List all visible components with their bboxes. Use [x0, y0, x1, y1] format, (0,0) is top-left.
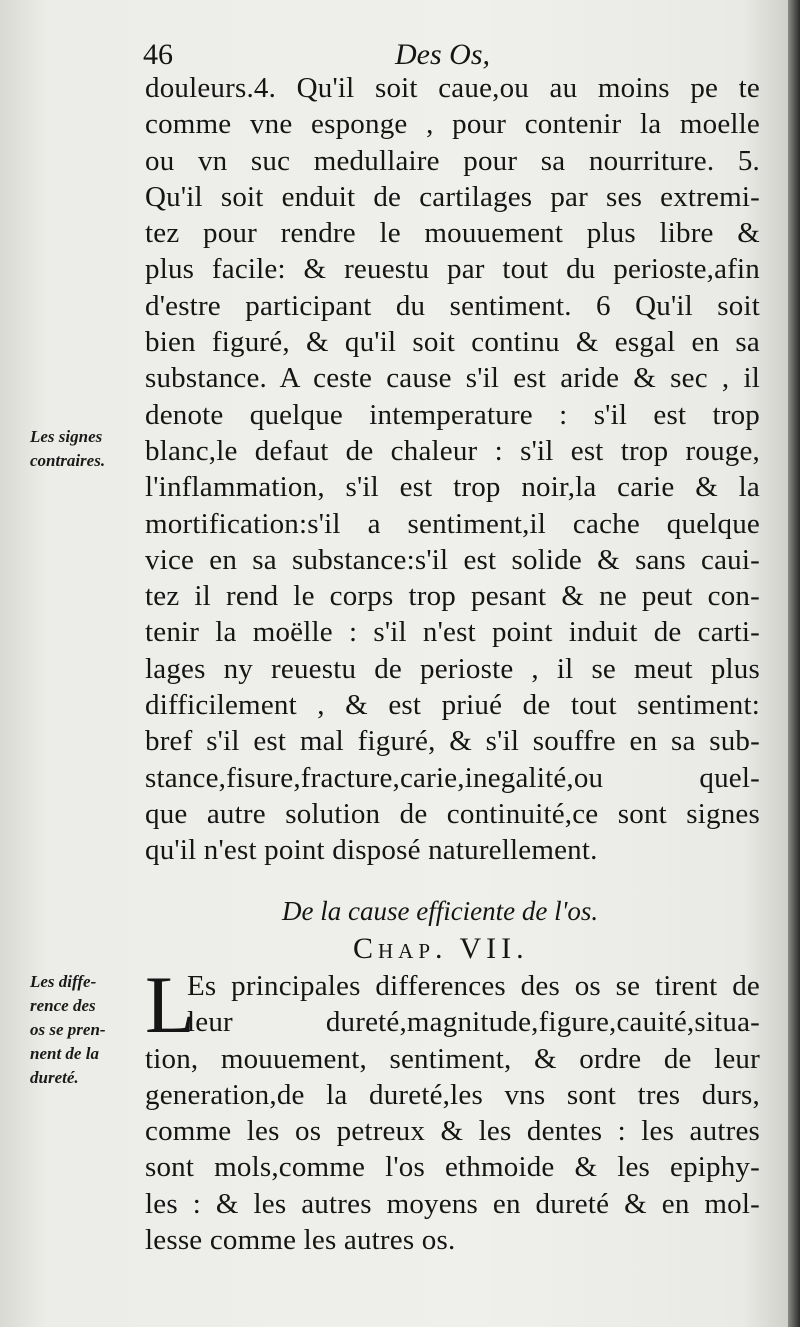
margin-note-line: Les signes: [30, 427, 103, 446]
margin-note-line: Les diffe-: [30, 972, 97, 991]
text-line: tez il rend le corps trop pesant & ne peut con-: [145, 580, 760, 613]
text-line: vice en sa substance:s'il est solide & sans caui-: [145, 543, 760, 576]
margin-note-signes: [30, 425, 105, 473]
text-line: tenir la moëlle : s'il n'est point induit de carti-: [145, 616, 760, 649]
text-line: Qu'il soit enduit de cartilages par ses extremi-: [145, 180, 760, 213]
text-line: difficilement , & est priué de tout sentiment:: [145, 689, 760, 722]
paragraph-2: [145, 959, 760, 1258]
drop-capital: L: [145, 959, 196, 1050]
running-title: Des Os,: [395, 38, 490, 71]
section-heading: De la cause efficiente de l'os.: [282, 896, 599, 926]
margin-note-line: contraires.: [30, 451, 106, 470]
text-line: sont mols,comme l'os ethmoide & les epiphy-: [145, 1151, 760, 1184]
text-line: tez pour rendre le mouuement plus libre &: [145, 217, 760, 250]
text-line: plus facile: & reuestu par tout du perioste,afin: [145, 253, 760, 286]
text-line: blanc,le defaut de chaleur : s'il est trop rouge,: [145, 434, 760, 467]
text-line: bien figuré, & qu'il soit continu & esgal en sa: [145, 326, 760, 359]
page-number: 46: [143, 38, 173, 71]
text-line: lesse comme les autres os.: [145, 1224, 456, 1257]
text-line: douleurs.4. Qu'il soit caue,ou au moins pe te: [145, 72, 760, 104]
text-line: denote quelque intemperature : s'il est trop: [145, 398, 760, 431]
chapter-heading: Chap. VII.: [353, 932, 529, 965]
text-line: mortification:s'il a sentiment,il cache quelque: [145, 507, 760, 540]
margin-note-line: os se pren-: [30, 1020, 106, 1039]
text-line: comme vne esponge , pour contenir la moelle: [145, 108, 760, 141]
text-line: stance,fisure,fracture,carie,inegalité,ou quel-: [145, 761, 760, 794]
text-line: que autre solution de continuité,ce sont signes: [145, 797, 760, 830]
text-line: qu'il n'est point disposé naturellement.: [145, 834, 598, 867]
text-line: leur dureté,magnitude,figure,cauité,situa-: [187, 1006, 760, 1039]
text-line: substance. A ceste cause s'il est aride & sec , il: [145, 362, 760, 395]
margin-note-line: nent de la: [30, 1044, 99, 1063]
margin-note-line: dureté.: [30, 1068, 79, 1087]
text-line: bref s'il est mal figuré, & s'il souffre en sa sub-: [145, 725, 760, 758]
text-line: tion, mouuement, sentiment, & ordre de leur: [145, 1042, 760, 1075]
text-line: lages ny reuestu de perioste , il se meut plus: [145, 652, 760, 685]
page-edge-shadow: [788, 0, 800, 1327]
text-line: l'inflammation, s'il est trop noir,la carie & la: [145, 471, 760, 504]
margin-note-differences: [30, 970, 106, 1090]
text-line: ou vn suc medullaire pour sa nourriture. 5.: [145, 144, 760, 177]
paragraph-1: [145, 70, 760, 869]
margin-note-line: rence des: [30, 996, 96, 1015]
text-line: comme les os petreux & les dentes : les autres: [145, 1115, 760, 1148]
text-line: d'estre participant du sentiment. 6 Qu'il soit: [145, 289, 760, 322]
text-line: generation,de la dureté,les vns sont tres durs,: [145, 1078, 760, 1111]
text-line: les : & les autres moyens en dureté & en mol-: [145, 1187, 760, 1220]
text-line: Es principales differences des os se tirent de: [187, 970, 760, 1002]
